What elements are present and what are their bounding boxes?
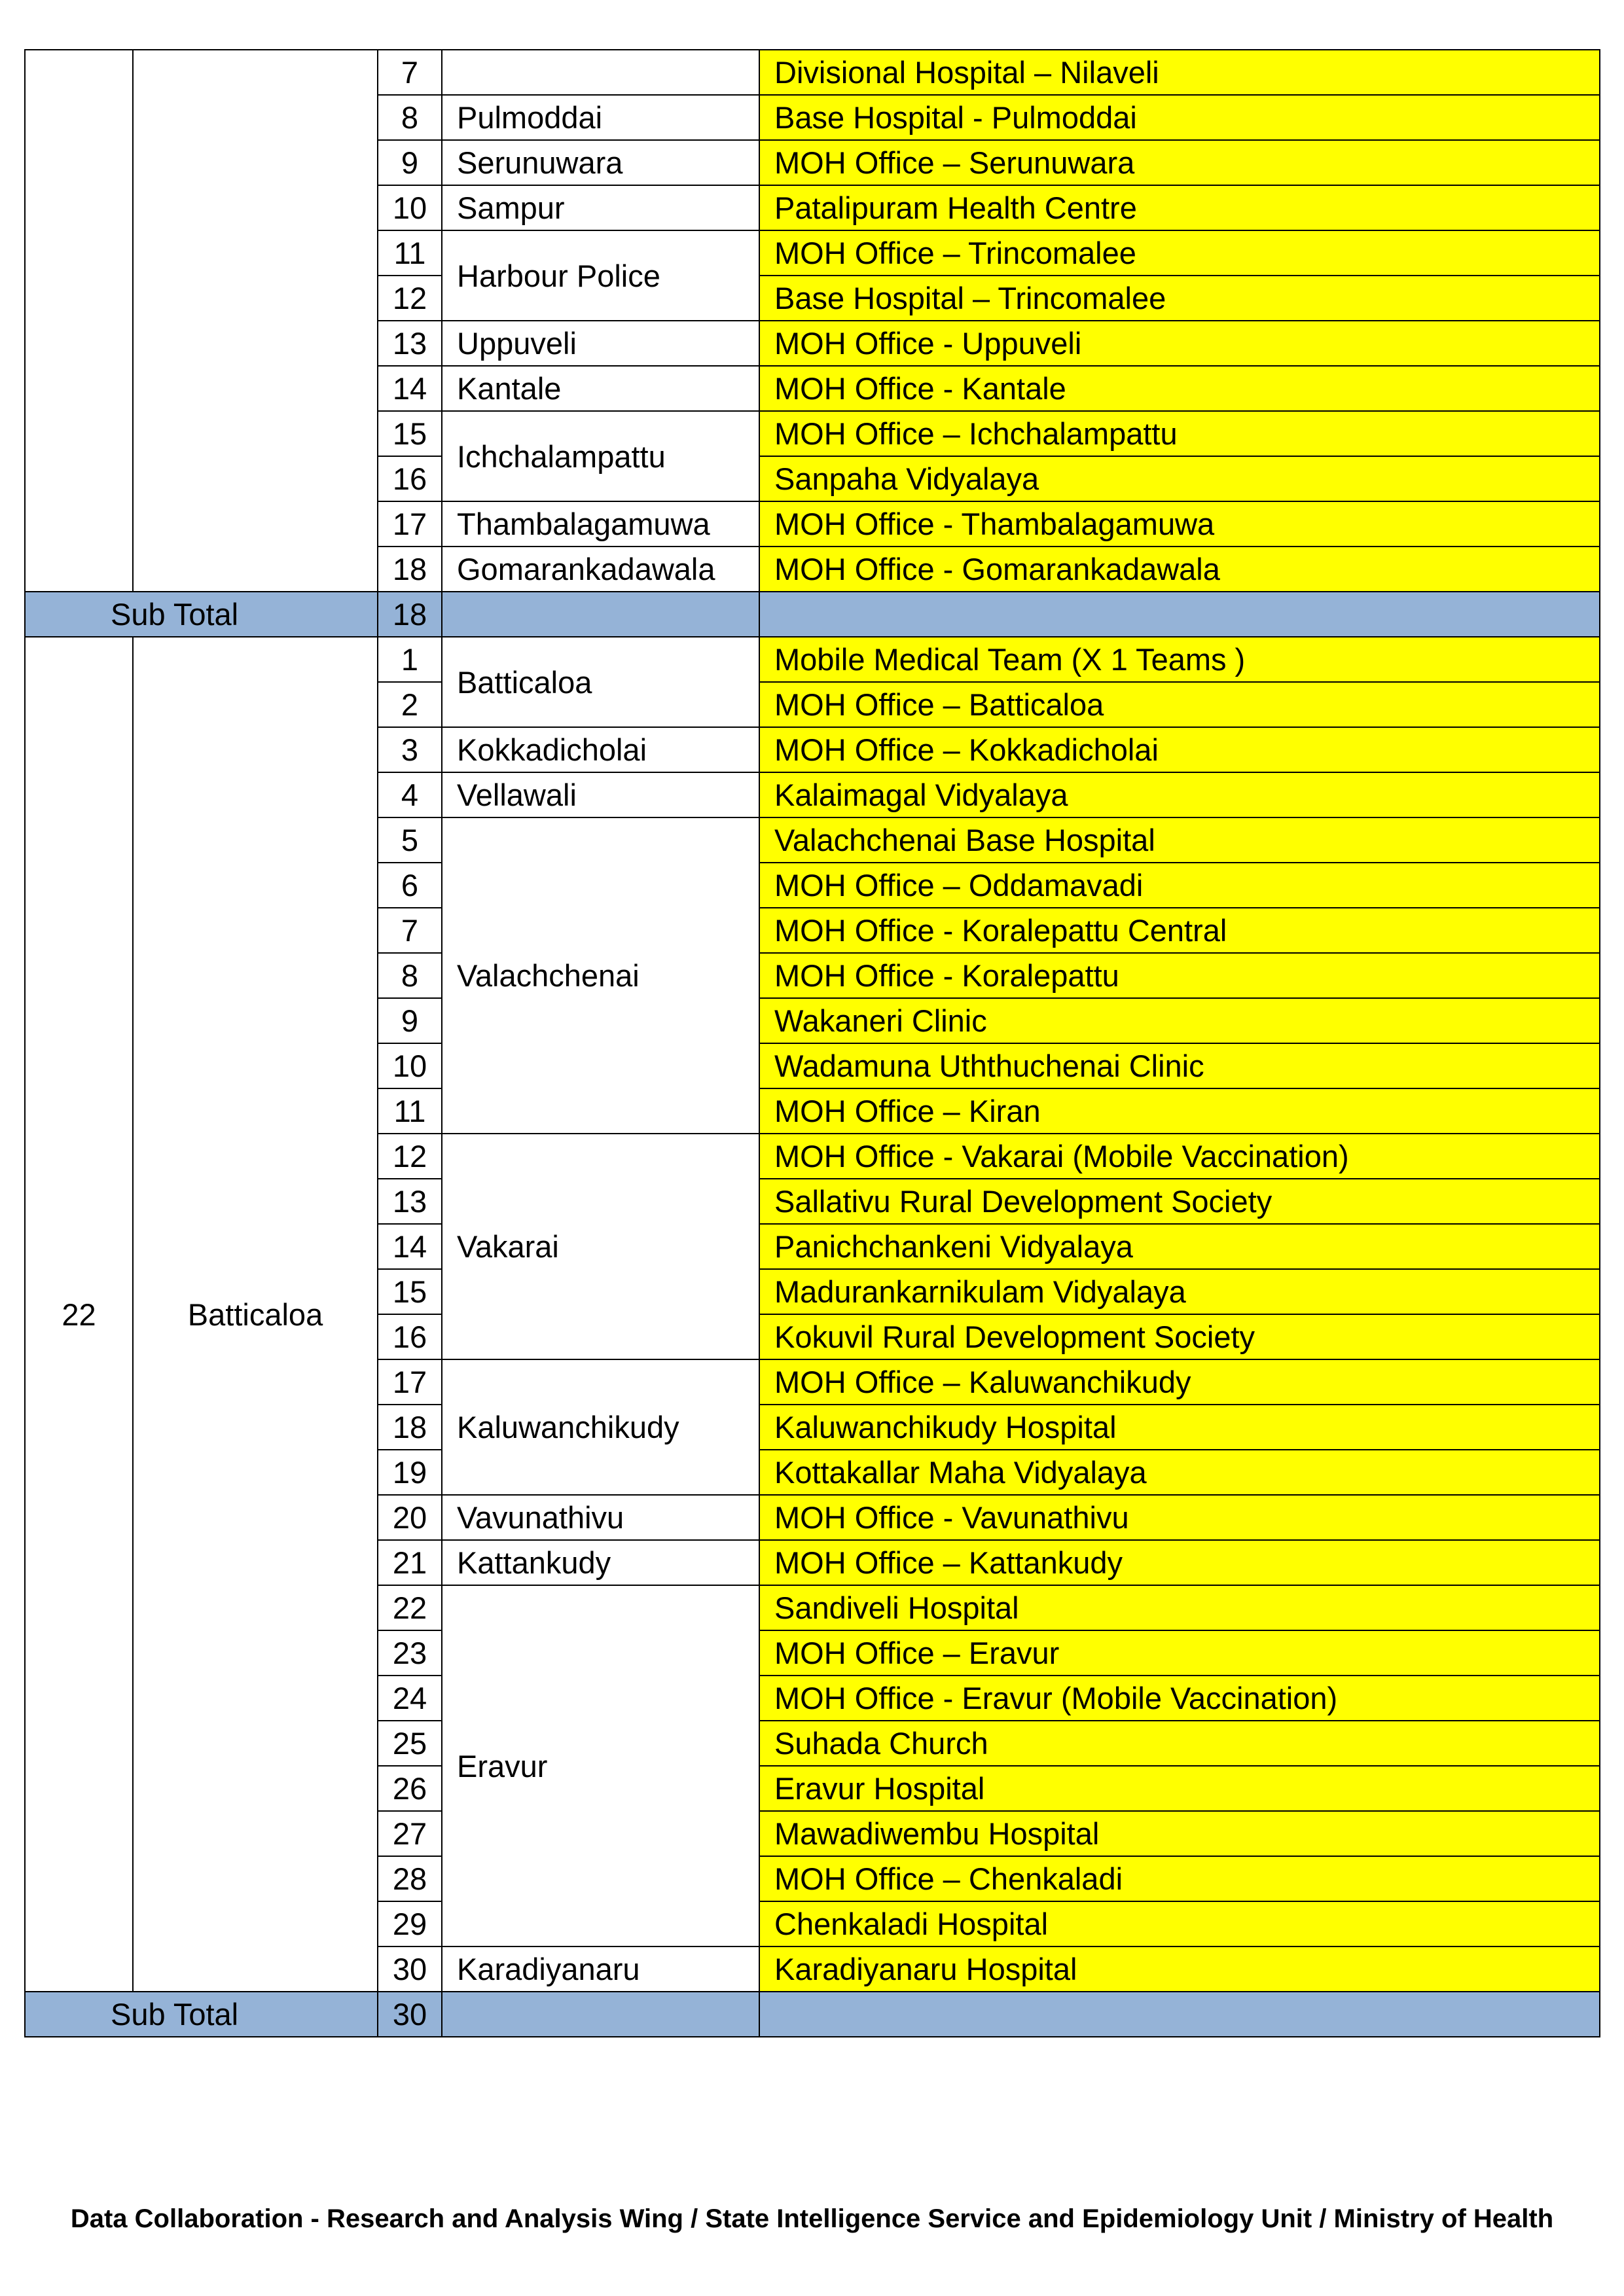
vaccination-centre-cell: MOH Office - Vavunathivu (759, 1495, 1600, 1540)
vaccination-centre-cell: MOH Office – Kiran (759, 1088, 1600, 1134)
vaccination-centre-cell: MOH Office - Thambalagamuwa (759, 501, 1600, 547)
vaccination-centre-cell: Base Hospital – Trincomalee (759, 276, 1600, 321)
centre-index-cell: 7 (378, 908, 442, 953)
centre-index-cell: 14 (378, 366, 442, 411)
subtotal-value: 18 (378, 592, 442, 637)
moh-area-cell: Thambalagamuwa (442, 501, 759, 547)
centre-index-cell: 7 (378, 50, 442, 95)
vaccination-centre-cell: Base Hospital - Pulmoddai (759, 95, 1600, 140)
vaccination-centre-cell: MOH Office - Vakarai (Mobile Vaccination) (759, 1134, 1600, 1179)
centre-index-cell: 18 (378, 547, 442, 592)
centre-index-cell: 23 (378, 1630, 442, 1676)
centre-index-cell: 28 (378, 1856, 442, 1901)
district-name-cell (133, 50, 378, 592)
vaccination-centre-cell: MOH Office - Uppuveli (759, 321, 1600, 366)
vaccination-centre-cell: Kaluwanchikudy Hospital (759, 1405, 1600, 1450)
subtotal-label: Sub Total (25, 1992, 378, 2037)
district-number-cell (25, 50, 133, 592)
vaccination-centre-cell: MOH Office – Kaluwanchikudy (759, 1359, 1600, 1405)
centre-index-cell: 2 (378, 682, 442, 727)
centre-index-cell: 11 (378, 230, 442, 276)
centre-index-cell: 16 (378, 456, 442, 501)
vaccination-centre-cell: MOH Office – Trincomalee (759, 230, 1600, 276)
centre-index-cell: 15 (378, 1269, 442, 1314)
moh-area-cell: Sampur (442, 185, 759, 230)
centre-index-cell: 10 (378, 1043, 442, 1088)
centre-index-cell: 25 (378, 1721, 442, 1766)
centre-index-cell: 27 (378, 1811, 442, 1856)
moh-area-cell: Gomarankadawala (442, 547, 759, 592)
moh-area-cell: Kokkadicholai (442, 727, 759, 772)
centre-index-cell: 13 (378, 1179, 442, 1224)
centre-index-cell: 22 (378, 1585, 442, 1630)
vaccination-centre-cell: MOH Office – Kattankudy (759, 1540, 1600, 1585)
moh-area-cell: Kaluwanchikudy (442, 1359, 759, 1495)
centre-index-cell: 1 (378, 637, 442, 682)
moh-area-cell: Harbour Police (442, 230, 759, 321)
subtotal-empty-cell (442, 1992, 759, 2037)
centre-index-cell: 8 (378, 953, 442, 998)
subtotal-empty-cell (442, 592, 759, 637)
centre-index-cell: 19 (378, 1450, 442, 1495)
vaccination-centre-cell: MOH Office – Kokkadicholai (759, 727, 1600, 772)
centre-index-cell: 18 (378, 1405, 442, 1450)
centre-index-cell: 9 (378, 998, 442, 1043)
vaccination-centre-cell: Chenkaladi Hospital (759, 1901, 1600, 1946)
moh-area-cell: Serunuwara (442, 140, 759, 185)
centre-index-cell: 24 (378, 1676, 442, 1721)
table-row (25, 637, 1600, 682)
vaccination-centre-cell: Kokuvil Rural Development Society (759, 1314, 1600, 1359)
centre-index-cell: 17 (378, 1359, 442, 1405)
vaccination-centre-cell: Suhada Church (759, 1721, 1600, 1766)
centre-index-cell: 10 (378, 185, 442, 230)
vaccination-centre-cell: MOH Office - Gomarankadawala (759, 547, 1600, 592)
moh-area-cell: Vavunathivu (442, 1495, 759, 1540)
vaccination-centre-cell: Eravur Hospital (759, 1766, 1600, 1811)
vaccination-centre-cell: MOH Office - Koralepattu Central (759, 908, 1600, 953)
vaccination-centre-cell: Valachchenai Base Hospital (759, 817, 1600, 863)
centre-index-cell: 16 (378, 1314, 442, 1359)
vaccination-centre-cell: MOH Office – Serunuwara (759, 140, 1600, 185)
vaccination-centre-cell: Sallativu Rural Development Society (759, 1179, 1600, 1224)
vaccination-centre-cell: Sandiveli Hospital (759, 1585, 1600, 1630)
moh-area-cell: Ichchalampattu (442, 411, 759, 501)
centre-index-cell: 17 (378, 501, 442, 547)
subtotal-label: Sub Total (25, 592, 378, 637)
vaccination-centre-cell: Wakaneri Clinic (759, 998, 1600, 1043)
centre-index-cell: 3 (378, 727, 442, 772)
centre-index-cell: 13 (378, 321, 442, 366)
moh-area-cell: Vellawali (442, 772, 759, 817)
vaccination-centre-cell: MOH Office – Chenkaladi (759, 1856, 1600, 1901)
vaccination-centre-cell: Madurankarnikulam Vidyalaya (759, 1269, 1600, 1314)
moh-area-cell: Eravur (442, 1585, 759, 1946)
vaccination-centre-cell: Mawadiwembu Hospital (759, 1811, 1600, 1856)
moh-area-cell: Uppuveli (442, 321, 759, 366)
vaccination-centre-cell: Divisional Hospital – Nilaveli (759, 50, 1600, 95)
district-name-cell: Batticaloa (133, 637, 378, 1992)
centre-index-cell: 8 (378, 95, 442, 140)
centre-index-cell: 26 (378, 1766, 442, 1811)
vaccination-centre-cell: Mobile Medical Team (X 1 Teams ) (759, 637, 1600, 682)
subtotal-empty-cell (759, 592, 1600, 637)
vaccination-centre-cell: Patalipuram Health Centre (759, 185, 1600, 230)
centre-index-cell: 29 (378, 1901, 442, 1946)
centre-index-cell: 12 (378, 1134, 442, 1179)
vaccination-centre-cell: MOH Office - Koralepattu (759, 953, 1600, 998)
vaccination-centre-cell: Sanpaha Vidyalaya (759, 456, 1600, 501)
subtotal-row (25, 1992, 1600, 2037)
district-number-cell: 22 (25, 637, 133, 1992)
centre-index-cell: 14 (378, 1224, 442, 1269)
subtotal-empty-cell (759, 1992, 1600, 2037)
moh-area-cell: Pulmoddai (442, 95, 759, 140)
vaccination-centre-cell: Kalaimagal Vidyalaya (759, 772, 1600, 817)
centre-index-cell: 6 (378, 863, 442, 908)
vaccination-centre-cell: MOH Office – Eravur (759, 1630, 1600, 1676)
vaccination-centre-cell: Panichchankeni Vidyalaya (759, 1224, 1600, 1269)
moh-area-cell: Vakarai (442, 1134, 759, 1359)
centre-index-cell: 21 (378, 1540, 442, 1585)
vaccination-centre-cell: MOH Office – Oddamavadi (759, 863, 1600, 908)
vaccination-centre-cell: Wadamuna Uththuchenai Clinic (759, 1043, 1600, 1088)
vaccination-centre-cell: Kottakallar Maha Vidyalaya (759, 1450, 1600, 1495)
vaccination-centre-cell: MOH Office – Ichchalampattu (759, 411, 1600, 456)
centre-index-cell: 20 (378, 1495, 442, 1540)
centre-index-cell: 4 (378, 772, 442, 817)
centre-index-cell: 11 (378, 1088, 442, 1134)
vaccination-centre-cell: MOH Office – Batticaloa (759, 682, 1600, 727)
vaccination-centre-cell: MOH Office - Eravur (Mobile Vaccination) (759, 1676, 1600, 1721)
moh-area-cell: Kantale (442, 366, 759, 411)
centre-index-cell: 5 (378, 817, 442, 863)
centre-index-cell: 30 (378, 1946, 442, 1992)
moh-area-cell: Karadiyanaru (442, 1946, 759, 1992)
centre-index-cell: 15 (378, 411, 442, 456)
centre-index-cell: 9 (378, 140, 442, 185)
moh-area-cell: Kattankudy (442, 1540, 759, 1585)
footer-credit: Data Collaboration - Research and Analysis Wing / State Intelligence Service and Epidemiology Unit / Ministry of Health (70, 2204, 1554, 2233)
subtotal-value: 30 (378, 1992, 442, 2037)
subtotal-row (25, 592, 1600, 637)
vaccination-centre-cell: MOH Office - Kantale (759, 366, 1600, 411)
moh-area-cell: Batticaloa (442, 637, 759, 727)
table-row (25, 50, 1600, 95)
moh-area-cell: Valachchenai (442, 817, 759, 1134)
centre-index-cell: 12 (378, 276, 442, 321)
vaccination-centres-table (24, 49, 1600, 2037)
moh-area-cell (442, 50, 759, 95)
vaccination-centre-cell: Karadiyanaru Hospital (759, 1946, 1600, 1992)
